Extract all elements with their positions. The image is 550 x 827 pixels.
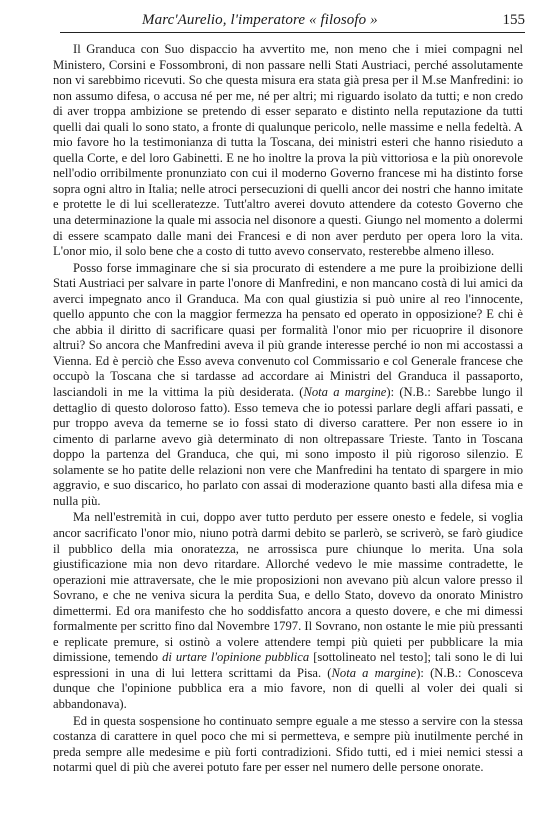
page-number: 155 bbox=[502, 12, 525, 28]
text-segment: Ed in questa sospensione ho continuato sempre eguale a me stesso a servire con la stessa costanza di carattere in quel poco che mi si permetteva, e sempre più inutilmente perché in preda sempre alle medesime e più forti contradizioni. Sfido tutti, ed i miei nemici stessi a notarmi quel di più che averei potuto fare per esser nel numero delle persone onorate. bbox=[53, 713, 523, 775]
text-segment: ): (N.B.: Sarebbe lungo il dettaglio di questo doloroso fatto). Esso temeva che io potessi parlare degli affari passati, e pur troppo aveva da temerne se io fossi stato di diverso carattere. Per non essere io in cimento di parlarne avevo già determinato di non oltrepassare Trieste. Tanto in Toscana doppo la partenza del Granduca, che qui, mi sono imposto il più rigoroso silenzio. E solamente se ho patite delle relazioni non vere che Manfredini ha tentato di spargere in mio aggravio, e suo discarico, ho parlato con assai di moderazione quanto basti alla difesa mia e nulla più. bbox=[53, 385, 523, 508]
paragraph bbox=[53, 42, 523, 260]
italic-quote: di urtare l'opinione pubblica bbox=[162, 650, 310, 665]
paragraph bbox=[53, 714, 523, 776]
marginal-note-label: Nota a margine bbox=[331, 665, 417, 680]
paragraph bbox=[53, 510, 523, 712]
text-segment: ): (N.B.: Conosceva dunque che l'opinione pubblica era a mio favore, non di quelli al voler dei quali si abbandonava). bbox=[53, 665, 524, 711]
text-segment: [sottolineato nel testo]; tali sono le di lui espressioni in una di lui lettera scrittami da Pisa. ( bbox=[53, 650, 523, 680]
text-segment: Il Granduca con Suo dispaccio ha avvertito me, non meno che i miei compagni nel Ministero, Corsini e Fossombroni, di non passare nelli Stati Austriaci, perché assolutamente non vi sarebbimo ricevuti. So che questa misura era stata già presa per il M.se Manfredini: io non assumo difesa, o accusa né per me, né per altri; mi riguardo isolato da tutti; e non credo di aver troppa ambizione se pretendo di esser separato e distinto nella reputazione da tutti quelli dai quali lo sono stato, a fronte di qualunque pericolo, nelle massime e nella fedeltà. A mio favore ho la testimonianza di tutta la Toscana, dei ministri esteri che hanno risieduto a quella Corte, e del loro Gabinetti. E ne ho inoltre la prova la più vittoriosa e la più onorevole nell'odio orribilmente pronunziato con cui il moderno Governo francese mi ha distinto forse sopra ogni altro in Italia; nelle atroci persecuzioni di quelli ancor dei nostri che hanno imitate e protette le di lui scelleratezze. Tutt'altro averei dovuto attendere da cotesto Governo che una determinazione la quale mi associa nel disonore a questi. Giungo nel momento a dolermi di essere scampato dalle mani dei Francesi e di non aver perduto per opera loro la vita. L'onor mio, il solo bene che a costo di tutto avevo conservato, resterebbe almeno illeso. bbox=[53, 42, 523, 259]
running-title: Marc'Aurelio, l'imperatore « filosofo » bbox=[142, 12, 378, 28]
body-text bbox=[53, 42, 523, 776]
page-header bbox=[60, 8, 525, 33]
paragraph bbox=[53, 261, 523, 510]
text-segment: Posso forse immaginare che si sia procurato di estendere a me pure la proibizione delli Stati Austriaci per salvare in parte l'onore di Manfredini, e non mancano costà di lui amici da averci impegnato anco il Granduca. Ma con qual giustizia si può unire al reo l'innocente, quello appunto che con la maggior fermezza ha pensato ed operato in opposizione? E chi è che abbia il diritto di sacrificare quasi per formalità l'onor mio per ricuoprire il disonore altrui? So ancora che Manfredini aveva il più grande interesse perché io non mi accostassi a Vienna. Ed è perciò che Esso aveva convenuto col Commissario e col Generale francese che occupò la Toscana che si tardasse ad accordare ai Ministri del Granduca il passaporto, lasciandoli in me la vittima la più desiderata. ( bbox=[53, 260, 523, 400]
marginal-note-label: Nota a margine bbox=[303, 385, 387, 400]
text-segment: Ma nell'estremità in cui, doppo aver tutto perduto per essere onesto e fedele, si voglia ancor sacrificato l'onor mio, niuno potrà darmi debito se parlerò, se scriverò, se farò giudice il pubblico della mia onoratezza, ne arrossisca pure chiunque lo merita. Una sola giustificazione mia non devo ritardare. Allorché vedevo le mie massime contradette, le operazioni mie attraversate, che le mie proposizioni non avevano più alcun valore presso il Sovrano, e che ne veniva sicura la perdita Sua, e dello Stato, dovevo da onorato Ministro dimettermi. Ed ora manifesto che ho soddisfatto ancora a questo dovere, e che mi dimessi formalmente per scritto fino dal Novembre 1797. Il Sovrano, non ostante le mie più pressanti e replicate premure, si ostinò a volere attendere tempi più quieti per pubblicare la mia dimissione, temendo bbox=[53, 510, 523, 665]
